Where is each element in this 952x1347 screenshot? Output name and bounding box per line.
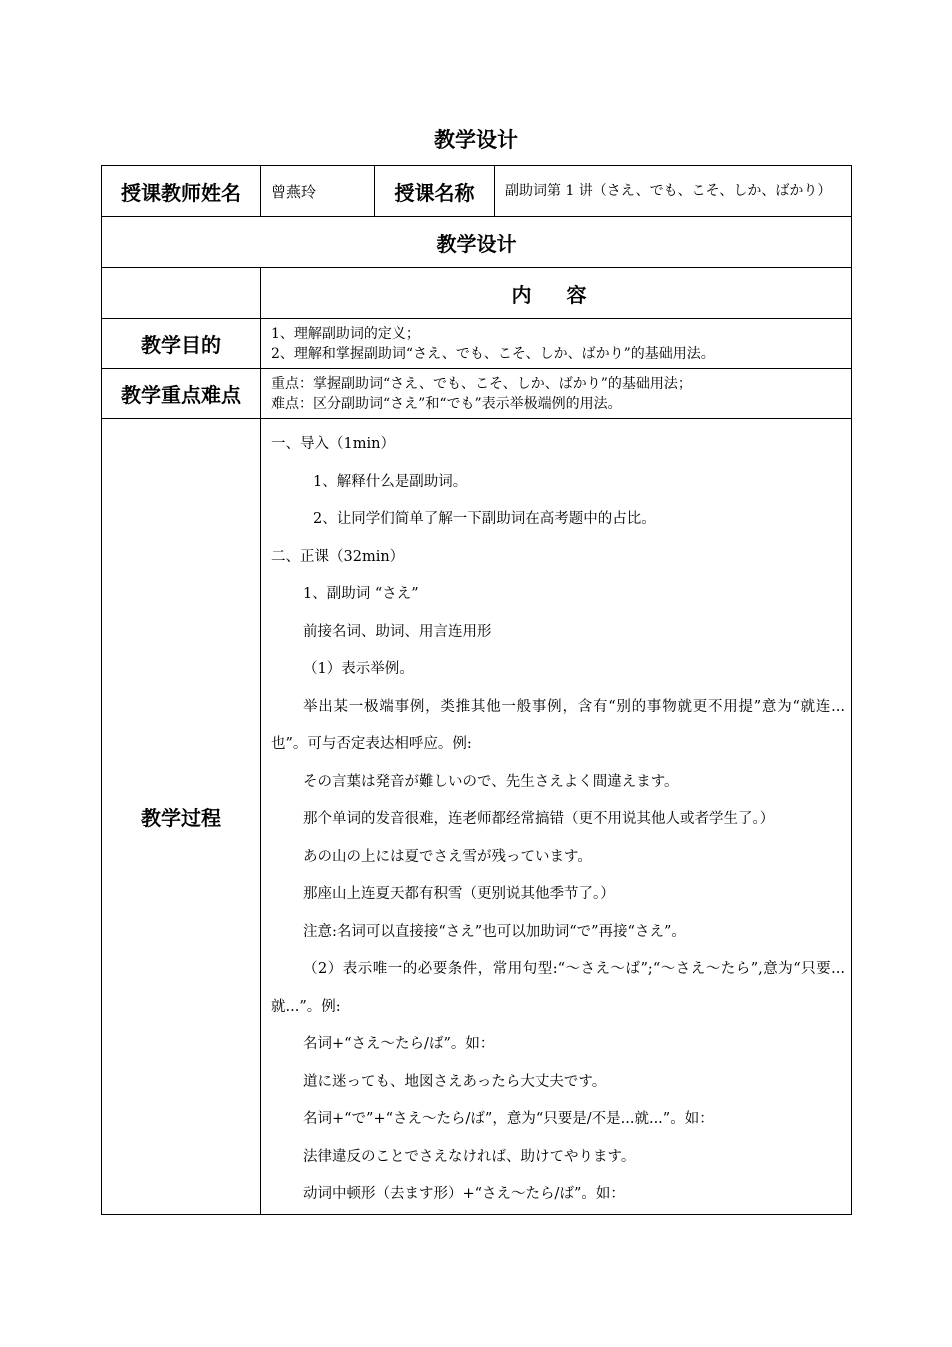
objective-line: 1、理解副助词的定义；: [271, 325, 420, 342]
process-line: その言葉は発音が難しいので、先生さえよく間違えます。: [303, 773, 679, 790]
section-title: 教学设计: [102, 217, 852, 268]
process-line: 前接名词、助词、用言连用形: [303, 623, 492, 640]
content-header-blank: [102, 268, 261, 319]
process-line: 那个单词的发音很难，连老师都经常搞错（更不用说其他人或者学生了。）: [303, 811, 775, 827]
process-label: 教学过程: [102, 419, 261, 1215]
header-row: [102, 166, 852, 217]
key-points-label: 教学重点难点: [102, 369, 261, 419]
content-header-row: [102, 268, 852, 319]
key-points-content: [261, 369, 852, 419]
objective-line: 2、理解和掌握副助词“さえ、でも、こそ、しか、ばかり”的基础用法。: [271, 345, 715, 362]
section-title-row: [102, 217, 852, 268]
process-paragraph: （2）表示唯一的必要条件，常用句型:“～さえ～ば”;“～さえ～たら”,意为“只要...就...”。例:: [271, 961, 845, 1015]
process-line: 名词+“さえ～たら/ば”。如：: [303, 1036, 495, 1052]
process-line: 一、导入（1min）: [271, 436, 395, 452]
key-point-line: 重点：掌握副助词“さえ、でも、こそ、しか、ばかり”的基础用法；: [271, 375, 692, 392]
key-point-line: 难点：区分副助词“さえ”和“でも”表示举极端例的用法。: [271, 395, 622, 412]
page-title: 教学设计: [434, 128, 518, 152]
process-line: 二、正课（32min）: [271, 548, 405, 565]
key-points-row: [102, 369, 852, 419]
process-line: 法律違反のことでさえなければ、助けてやります。: [303, 1148, 636, 1165]
process-line: 动词中顿形（去ます形）+“さえ～たら/ば”。如：: [303, 1186, 625, 1202]
content-header: 内 容: [261, 268, 852, 319]
process-line: 1、解释什么是副助词。: [313, 473, 468, 490]
process-content: [261, 419, 852, 1215]
process-line: 名词+“で”+“さえ～たら/ば”，意为“只要是/不是...就...”。如：: [303, 1111, 714, 1127]
process-line: 那座山上连夏天都有积雪（更别说其他季节了。）: [303, 886, 615, 902]
process-line: あの山の上には夏でさえ雪が残っています。: [303, 848, 592, 865]
process-row: [102, 419, 852, 1215]
process-paragraph: 举出某一极端事例，类推其他一般事例，含有“别的事物就更不用提”意为“就连...也”。可与否定表达相呼应。例:: [271, 698, 845, 752]
process-line: 2、让同学们简单了解一下副助词在高考题中的占比。: [313, 511, 656, 527]
process-line: （1）表示举例。: [303, 661, 414, 677]
process-line: 道に迷っても、地図さえあったら大丈夫です。: [303, 1073, 607, 1090]
objectives-label: 教学目的: [102, 319, 261, 369]
lesson-design-table: [101, 165, 852, 1215]
teacher-name: 曾燕玲: [261, 166, 375, 217]
course-label: 授课名称: [375, 166, 495, 217]
teacher-label: 授课教师姓名: [102, 166, 261, 217]
course-name: 副助词第 1 讲（さえ、でも、こそ、しか、ばかり）: [495, 166, 852, 217]
process-line: 1、副助词 “さえ”: [303, 586, 419, 602]
objectives-row: [102, 319, 852, 369]
process-line: 注意:名词可以直接接“さえ”也可以加助词“で”再接“さえ”。: [303, 923, 686, 940]
objectives-content: [261, 319, 852, 369]
